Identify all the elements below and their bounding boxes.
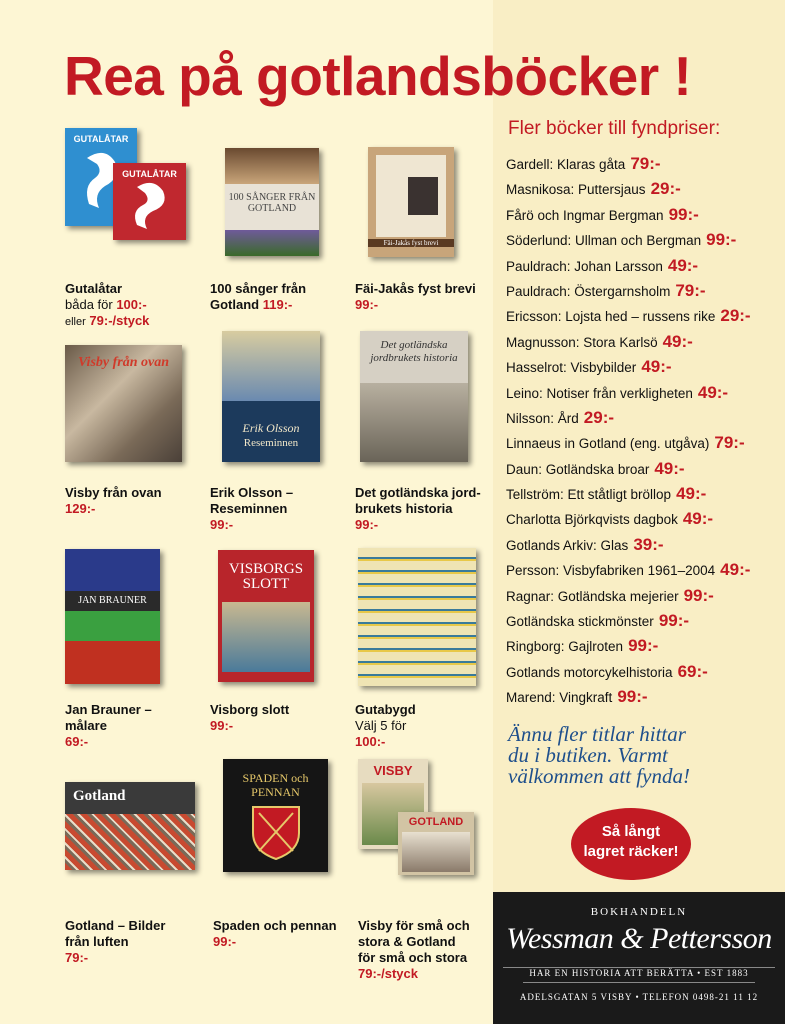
list-item bbox=[506, 354, 751, 379]
list-item-price: 49:- bbox=[720, 560, 751, 580]
cover-gutalatar-red bbox=[113, 163, 186, 240]
store-address: ADELSGATAN 5 VISBY • TELEFON 0498-21 11 12 bbox=[519, 992, 759, 1002]
list-item-price: 49:- bbox=[676, 484, 707, 504]
stock-badge bbox=[571, 808, 691, 880]
list-item bbox=[506, 329, 751, 354]
cover-paint-green bbox=[65, 611, 160, 641]
cover-author: Erik Olsson bbox=[242, 421, 300, 435]
list-item bbox=[506, 253, 751, 278]
cover-text: VISBY bbox=[373, 763, 413, 778]
cover-text: Fäi-Jakås fyst brevi bbox=[368, 239, 454, 247]
list-item-title: Ringborg: Gajlroten bbox=[506, 639, 624, 655]
book-title: Det gotländska jord- bbox=[355, 485, 481, 500]
list-item-title: Linnaeus in Gotland (eng. utgåva) bbox=[506, 436, 710, 452]
store-name: Wessman & Pettersson bbox=[506, 922, 772, 955]
list-item-price: 49:- bbox=[697, 382, 729, 402]
caption-gutalatar bbox=[65, 281, 149, 330]
book-title-2: stora & Gotland bbox=[358, 934, 456, 949]
price: 99:- bbox=[210, 718, 234, 733]
caption-visbysma bbox=[358, 918, 470, 982]
book-title: Visborg slott bbox=[210, 702, 290, 717]
list-item bbox=[506, 380, 751, 405]
divider bbox=[523, 982, 755, 983]
cover-text: JAN BRAUNER bbox=[78, 595, 147, 606]
note-line: välkommen att fynda! bbox=[508, 764, 690, 788]
book-title: Visby från ovan bbox=[65, 485, 162, 500]
list-item-price: 79:- bbox=[630, 154, 661, 173]
cover-text: 100 SÅNGER FRÅN GOTLAND bbox=[228, 192, 316, 214]
list-item-title: Leino: Notiser från verkligheten bbox=[506, 385, 693, 401]
list-item-price: 99:- bbox=[617, 687, 648, 707]
list-item-price: 99:- bbox=[668, 204, 699, 224]
cover-text: GUTALÅTAR bbox=[73, 134, 129, 144]
list-item-price: 49:- bbox=[662, 331, 693, 351]
caption-erik bbox=[210, 485, 293, 533]
price: 99:- bbox=[213, 934, 237, 949]
cover-photo bbox=[65, 814, 195, 870]
caption-jord bbox=[355, 485, 481, 533]
cover-text: Reseminnen bbox=[243, 437, 299, 449]
cover-visborgs-slott bbox=[218, 550, 314, 682]
cover-text: VISBORGS SLOTT bbox=[228, 561, 304, 592]
caption-spaden bbox=[213, 918, 337, 950]
price: 99:- bbox=[210, 517, 234, 532]
price: 100:- bbox=[355, 734, 386, 749]
book-title-3: för små och stora bbox=[358, 950, 468, 965]
list-item-price: 49:- bbox=[641, 357, 672, 377]
cover-painting bbox=[222, 602, 310, 672]
price: 119:- bbox=[262, 297, 293, 312]
list-item-price: 49:- bbox=[667, 255, 699, 275]
cover-spaden-och-pennan bbox=[223, 759, 328, 872]
cover-text: GOTLAND bbox=[408, 816, 464, 828]
price: 69:- bbox=[65, 734, 89, 749]
list-item bbox=[506, 202, 751, 227]
list-item-price: 99:- bbox=[683, 585, 714, 605]
list-item-title: Tellström: Ett ståtligt bröllop bbox=[506, 487, 672, 503]
list-heading: Fler böcker till fyndpriser: bbox=[508, 118, 721, 139]
more-titles-note bbox=[508, 724, 778, 787]
list-item-price: 29:- bbox=[720, 306, 751, 326]
book-title: Gotland – Bilder bbox=[65, 918, 166, 933]
book-title-2: Reseminnen bbox=[210, 501, 288, 516]
book-title-2: brukets historia bbox=[355, 501, 453, 516]
cover-jan-brauner bbox=[65, 549, 160, 684]
list-item-title: Gotlands Arkiv: Glas bbox=[506, 537, 629, 553]
note-line: du i butiken. Varmt bbox=[508, 743, 668, 767]
cover-text: GUTALÅTAR bbox=[122, 169, 177, 179]
list-item-price: 29:- bbox=[650, 179, 681, 199]
store-kicker: BOKHANDELN bbox=[590, 906, 688, 918]
cover-erik-olsson bbox=[222, 331, 320, 462]
book-title: Spaden och pennan bbox=[213, 918, 337, 933]
caption-visby bbox=[65, 485, 162, 517]
list-item-title: Gotlands motorcykelhistoria bbox=[506, 664, 673, 680]
cover-painting bbox=[222, 331, 320, 401]
list-item-title: Magnusson: Stora Karlsö bbox=[506, 334, 658, 350]
caption-text: båda för bbox=[65, 297, 113, 312]
list-item bbox=[506, 405, 751, 430]
list-item-price: 49:- bbox=[682, 509, 714, 529]
list-item-price: 99:- bbox=[706, 230, 737, 250]
cover-gutabygd-stack bbox=[358, 548, 476, 686]
cover-gotland-bilder bbox=[65, 782, 195, 870]
book-title: 100 sånger från Gotland bbox=[210, 281, 307, 312]
list-item-title: Nilsson: Ård bbox=[506, 410, 579, 426]
caption-text: eller bbox=[65, 316, 86, 328]
list-item bbox=[506, 532, 751, 557]
book-title: Jan Brauner – bbox=[65, 702, 152, 717]
list-item bbox=[506, 303, 751, 328]
list-item bbox=[506, 583, 751, 608]
list-item-price: 49:- bbox=[654, 458, 685, 478]
cover-paint-blue bbox=[65, 549, 160, 591]
store-tagline: HAR EN HISTORIA ATT BERÄTTA • EST 1883 bbox=[529, 968, 749, 978]
cover-figure-icon bbox=[113, 163, 186, 240]
price: 79:-/styck bbox=[89, 313, 150, 328]
list-item-title: Hasselrot: Visbybilder bbox=[506, 360, 637, 376]
list-item-title: Charlotta Björkqvists dagbok bbox=[506, 512, 678, 528]
badge-line: Så långt bbox=[601, 823, 661, 840]
cover-text: SPADEN och PENNAN bbox=[242, 771, 309, 799]
book-title-2: från luften bbox=[65, 934, 129, 949]
list-item-title: Daun: Gotländska broar bbox=[506, 461, 650, 477]
price: 99:- bbox=[355, 517, 379, 532]
book-title: Visby för små och bbox=[358, 918, 470, 933]
list-item bbox=[506, 659, 751, 684]
caption-gotland bbox=[65, 918, 165, 966]
list-item-title: Gardell: Klaras gåta bbox=[506, 157, 626, 172]
list-item-price: 79:- bbox=[714, 433, 745, 453]
list-item-price: 29:- bbox=[583, 407, 615, 427]
list-item bbox=[506, 506, 751, 531]
book-price-list bbox=[506, 151, 751, 710]
list-item-title: Marend: Vingkraft bbox=[506, 690, 613, 706]
book-title-2: målare bbox=[65, 718, 107, 733]
list-item-price: 39:- bbox=[633, 534, 664, 554]
list-item-title: Söderlund: Ullman och Bergman bbox=[506, 233, 702, 249]
list-item bbox=[506, 227, 751, 252]
cover-faija-jakas bbox=[368, 147, 454, 257]
cover-illustration bbox=[402, 832, 470, 872]
caption-jan bbox=[65, 702, 152, 750]
book-title: Gutabygd bbox=[355, 702, 416, 717]
price: 79:- bbox=[65, 950, 89, 965]
list-item-price: 99:- bbox=[658, 611, 690, 631]
book-title: Erik Olsson – bbox=[210, 485, 294, 500]
list-item-title: Pauldrach: Östergarnsholm bbox=[506, 283, 671, 299]
list-item-price: 79:- bbox=[675, 280, 706, 300]
list-item-price: 99:- bbox=[628, 636, 659, 656]
list-item bbox=[506, 151, 751, 176]
note-line: Ännu fler titlar hittar bbox=[508, 722, 686, 746]
list-item-title: Pauldrach: Johan Larsson bbox=[506, 258, 663, 274]
price: 79:-/styck bbox=[358, 966, 418, 981]
caption-text: Välj 5 för bbox=[355, 718, 407, 733]
list-item bbox=[506, 557, 751, 582]
list-item bbox=[506, 633, 751, 658]
badge-line: lagret räcker! bbox=[583, 843, 679, 860]
cover-portrait bbox=[408, 177, 438, 215]
list-item bbox=[506, 176, 751, 201]
list-item-title: Ragnar: Gotländska mejerier bbox=[506, 588, 679, 604]
price: 129:- bbox=[65, 501, 96, 516]
list-item bbox=[506, 456, 751, 481]
cover-flowers bbox=[225, 230, 319, 256]
list-item bbox=[506, 278, 751, 303]
cover-paint-red bbox=[65, 641, 160, 684]
cover-visby-fran-ovan bbox=[65, 345, 182, 462]
cover-text: Det gotländska jordbrukets historia bbox=[370, 339, 458, 364]
store-logo-block bbox=[493, 892, 785, 1024]
cover-jordbrukets-historia bbox=[360, 331, 468, 462]
cover-gotland-for-sma bbox=[398, 812, 474, 875]
caption-visborg bbox=[210, 702, 289, 734]
cover-photo bbox=[360, 383, 468, 462]
list-item-title: Fårö och Ingmar Bergman bbox=[506, 207, 664, 223]
list-item-title: Ericsson: Lojsta hed – russens rike bbox=[506, 309, 716, 325]
caption-faija bbox=[355, 281, 476, 313]
cover-text: Visby från ovan bbox=[77, 355, 169, 370]
shield-icon bbox=[223, 759, 328, 872]
list-item-title: Gotländska stickmönster bbox=[506, 614, 654, 630]
cover-text: Gotland bbox=[73, 788, 126, 804]
price: 99:- bbox=[355, 297, 379, 312]
list-item-price: 69:- bbox=[677, 661, 708, 681]
page-title: Rea på gotlandsböcker ! bbox=[64, 45, 692, 107]
cover-sky bbox=[225, 148, 319, 184]
list-item-title: Persson: Visbyfabriken 1961–2004 bbox=[506, 563, 716, 579]
book-title: Gutalåtar bbox=[65, 281, 123, 296]
caption-gutabygd bbox=[355, 702, 416, 750]
list-item bbox=[506, 608, 751, 633]
list-item-title: Masnikosa: Puttersjaus bbox=[506, 182, 646, 198]
caption-100-sanger bbox=[210, 281, 320, 313]
cover-100-sanger bbox=[225, 148, 319, 256]
book-title: Fäi-Jakås fyst brevi bbox=[355, 281, 476, 296]
price: 100:- bbox=[116, 297, 147, 312]
list-item bbox=[506, 481, 751, 506]
list-item bbox=[506, 684, 751, 709]
list-item bbox=[506, 430, 751, 455]
